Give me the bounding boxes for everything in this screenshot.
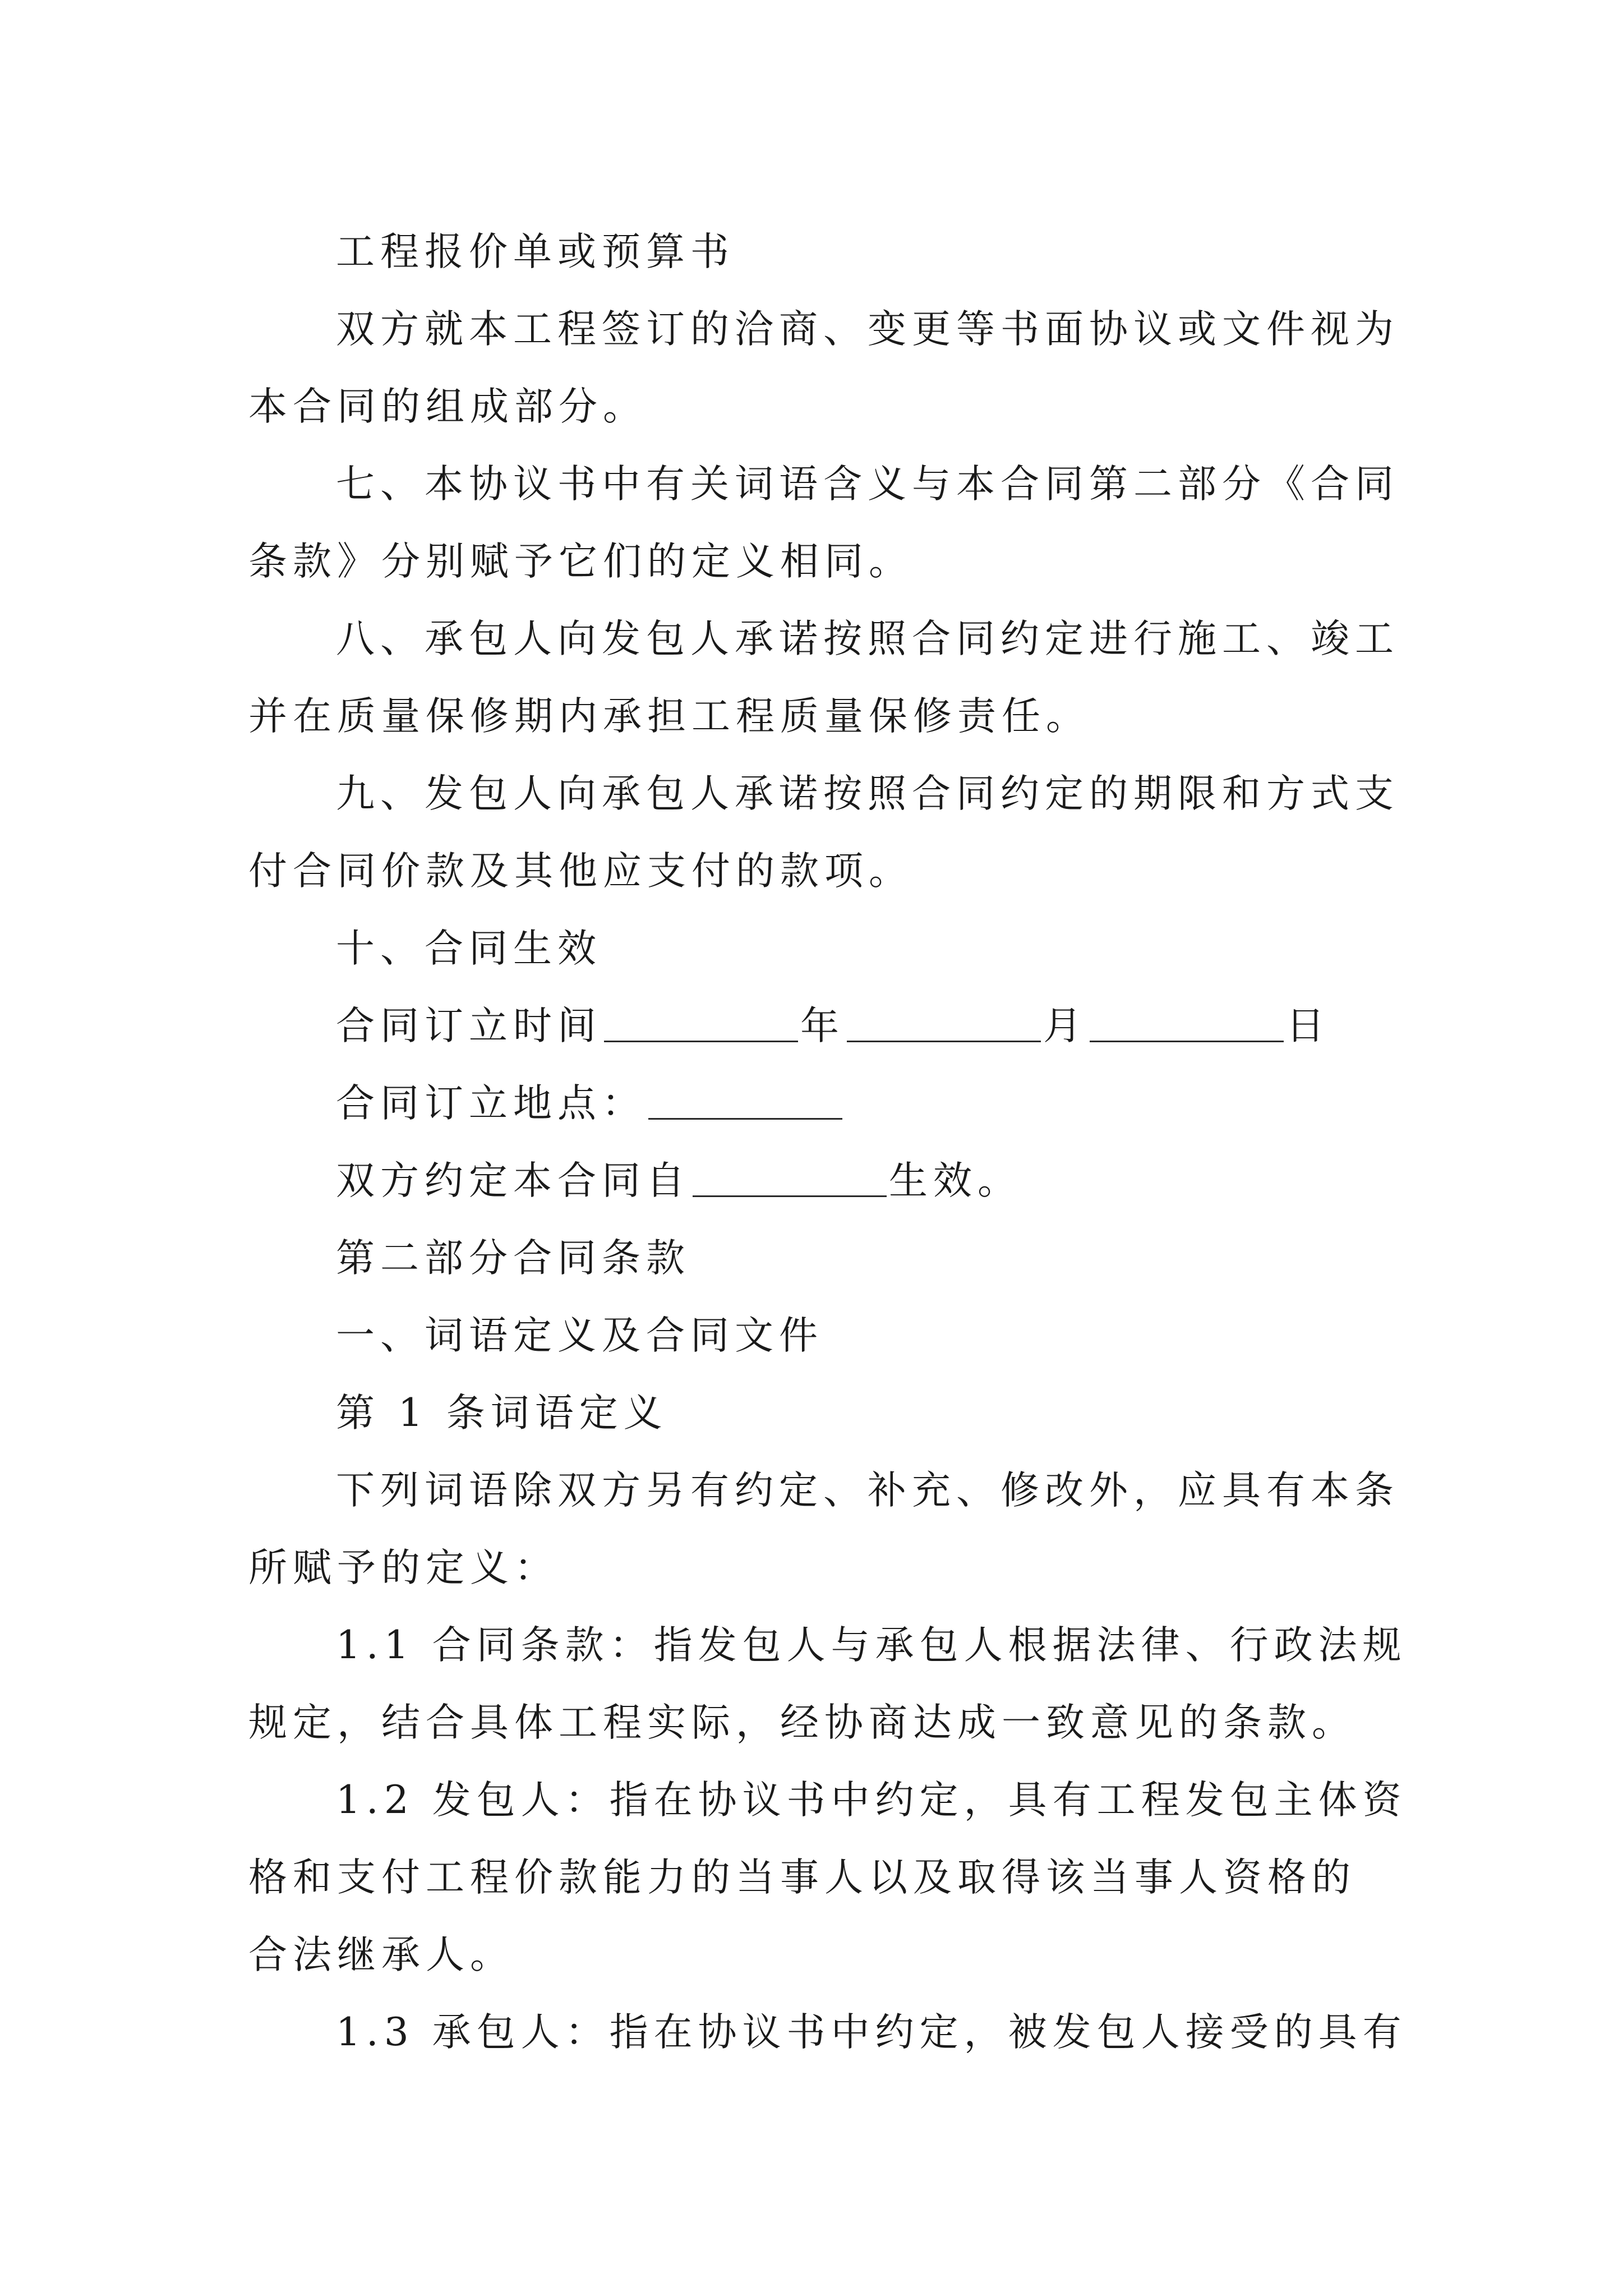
clause-line: 规定，结合具体工程实际，经协商达成一致意见的条款。 <box>248 1700 1356 1745</box>
effective-date-label: 双方约定本合同自 <box>336 1158 690 1203</box>
month-blank <box>847 1008 1041 1042</box>
clause-line: 1.1 合同条款：指发包人与承包人根据法律、行政法规 <box>336 1623 1407 1668</box>
part-heading: 第二部分合同条款 <box>336 1236 690 1281</box>
paragraph-line: 条款》分别赋予它们的定义相同。 <box>248 539 913 584</box>
day-blank <box>1090 1008 1284 1042</box>
paragraph-line: 并在质量保修期内承担工程质量保修责任。 <box>248 694 1090 739</box>
contract-text <box>248 213 1407 2071</box>
signing-place-label: 合同订立地点： <box>336 1081 646 1126</box>
place-blank <box>648 1085 842 1120</box>
article-heading: 第 1 条词语定义 <box>336 1391 668 1435</box>
effective-suffix: 生效。 <box>889 1158 1022 1203</box>
clause-line: 1.2 发包人：指在协议书中约定，具有工程发包主体资 <box>336 1778 1407 1823</box>
signing-place-line <box>248 1065 1393 1142</box>
paragraph-line: 付合同价款及其他应支付的款项。 <box>248 849 913 894</box>
section-heading: 一、词语定义及合同文件 <box>336 1313 823 1358</box>
clause-line: 合法继承人。 <box>248 1932 514 1977</box>
year-blank <box>604 1008 798 1042</box>
signing-date-line <box>248 987 1393 1065</box>
effective-blank <box>693 1163 887 1197</box>
clause-line: 格和支付工程价款能力的当事人以及取得该当事人资格的 <box>248 1855 1356 1900</box>
paragraph-line: 本合同的组成部分。 <box>248 384 647 429</box>
paragraph-line: 下列词语除双方另有约定、补充、修改外，应具有本条 <box>336 1468 1399 1513</box>
month-label: 月 <box>1043 1004 1087 1048</box>
section-heading: 十、合同生效 <box>336 926 602 971</box>
paragraph-line: 工程报价单或预算书 <box>336 229 735 274</box>
year-label: 年 <box>800 1004 845 1048</box>
signing-date-label: 合同订立时间 <box>336 1004 602 1048</box>
paragraph-line: 七、本协议书中有关词语含义与本合同第二部分《合同 <box>336 462 1399 507</box>
paragraph-line: 九、发包人向承包人承诺按照合同约定的期限和方式支 <box>336 771 1399 816</box>
paragraph-line: 双方就本工程签订的洽商、变更等书面协议或文件视为 <box>336 307 1399 352</box>
day-label: 日 <box>1286 1004 1330 1048</box>
paragraph-line: 八、承包人向发包人承诺按照合同约定进行施工、竣工 <box>336 616 1399 661</box>
clause-line: 1.3 承包人：指在协议书中约定，被发包人接受的具有 <box>336 2010 1407 2055</box>
paragraph-line: 所赋予的定义： <box>248 1545 559 1590</box>
effective-date-line <box>248 1142 1393 1220</box>
